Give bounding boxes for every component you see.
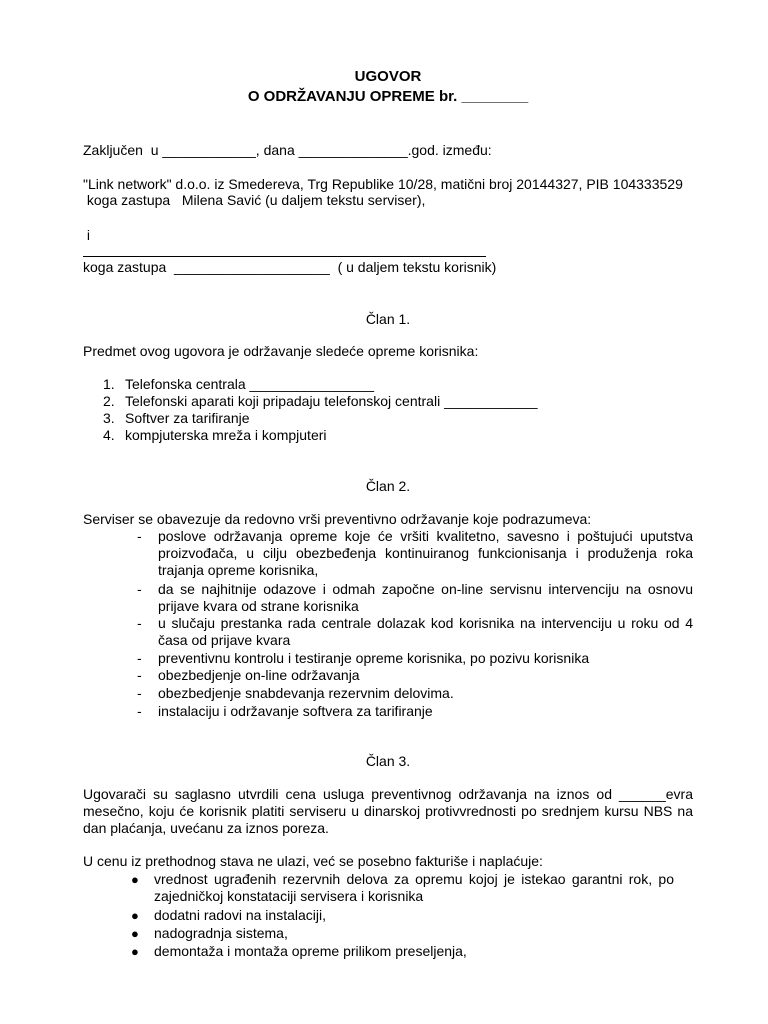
party2-line: koga zastupa ____________________ ( u daljem tekstu korisnik): [83, 259, 497, 275]
clan2-item-dash: -: [137, 650, 142, 666]
clan1-item-text: Telefonski aparati koji pripadaju telefonskoj centrali ____________: [125, 393, 538, 409]
clan1-text: Predmet ovog ugovora je održavanje sledeće opreme korisnika:: [83, 343, 479, 359]
clan3-item-text: demontaža i montaža opreme prilikom preseljenja,: [154, 943, 467, 959]
clan2-item-dash: -: [137, 703, 142, 719]
party1-line1: "Link network" d.o.o. iz Smedereva, Trg Republike 10/28, matični broj 20144327, PIB 104333529: [83, 176, 683, 192]
clan3-item-text: vrednost ugrađenih rezervnih delova za opremu kojoj je istekao garantni rok, po zajedničkoj konstataciji servisera i korisnika: [154, 871, 674, 904]
clan1-item-text: Telefonska centrala ________________: [125, 376, 375, 392]
clan3-heading: Član 3.: [365, 753, 411, 769]
clan3-item-text: dodatni radovi na instalaciji,: [154, 907, 326, 923]
bullet-icon: ●: [131, 926, 139, 941]
clan1-item-text: Softver za tarifiranje: [125, 410, 250, 426]
clan2-item-dash: -: [137, 667, 142, 683]
clan1-item-num: 1.: [103, 376, 115, 392]
clan2-item-text: u slučaju prestanka rada centrale dolazak kod korisnika na intervenciju u roku od 4 časa od prijave kvara: [158, 615, 693, 648]
clan2-item-dash: -: [137, 685, 142, 701]
clan2-item-text: da se najhitnije odazove i odmah započne on-line servisnu intervenciju na osnovu prijave kvara od strane korisnika: [158, 581, 693, 614]
clan1-item-text: kompjuterska mreža i kompjuteri: [125, 427, 327, 443]
clan1-heading: Član 1.: [365, 311, 411, 327]
clan2-item-dash: -: [137, 615, 142, 631]
clan2-item-dash: -: [137, 528, 142, 544]
clan3-para2: U cenu iz prethodnog stava ne ulazi, već se posebno fakturiše i naplaćuje:: [83, 853, 543, 869]
clan1-item-num: 3.: [103, 410, 115, 426]
clan2-item-text: preventivnu kontrolu i testiranje opreme korisnika, po pozivu korisnika: [158, 650, 590, 666]
clan2-item-text: obezbedjenje snabdevanja rezervnim delovima.: [158, 685, 454, 701]
bullet-icon: ●: [131, 872, 139, 887]
clan2-item-text: poslove održavanja opreme koje će vršiti kvalitetno, savesno i poštujući uputstva proizvođača, u cilju obezbeđenja kontinuiranog funkcionisanja i produženja roka trajanja opreme korisnika,: [158, 528, 693, 578]
contract-title: UGOVOR: [354, 68, 422, 85]
clan2-item-text: instalaciju i održavanje softvera za tarifiranje: [158, 703, 433, 719]
bullet-icon: ●: [131, 908, 139, 923]
clan1-item-num: 2.: [103, 393, 115, 409]
party1-line2: koga zastupa Milena Savić (u daljem tekstu serviser),: [83, 192, 426, 208]
clan2-heading: Član 2.: [365, 478, 411, 494]
clan1-item-num: 4.: [103, 427, 115, 443]
party2-blank-line: [83, 256, 486, 257]
clan2-text: Serviser se obavezuje da redovno vrši preventivno održavanje koje podrazumeva:: [83, 511, 592, 527]
clan3-item-text: nadogradnja sistema,: [154, 925, 288, 941]
contract-subtitle: O ODRŽAVANJU OPREME br. ________: [247, 88, 529, 105]
clan3-para1: Ugovarači su saglasno utvrdili cena usluga preventivnog održavanja na iznos od ______evra mesečno, koju će korisnik platiti serviseru u dinarskoj protivvrednosti po srednjem kursu NBS na dan plaćanja, uvećanu za iznos poreza.: [83, 786, 693, 836]
and-text: i: [83, 227, 90, 243]
concluded-line: Zaključen u ____________, dana ______________.god. između:: [83, 142, 492, 158]
clan2-item-text: obezbedjenje on-line održavanja: [158, 667, 360, 683]
bullet-icon: ●: [131, 944, 139, 959]
clan2-item-dash: -: [137, 581, 142, 597]
